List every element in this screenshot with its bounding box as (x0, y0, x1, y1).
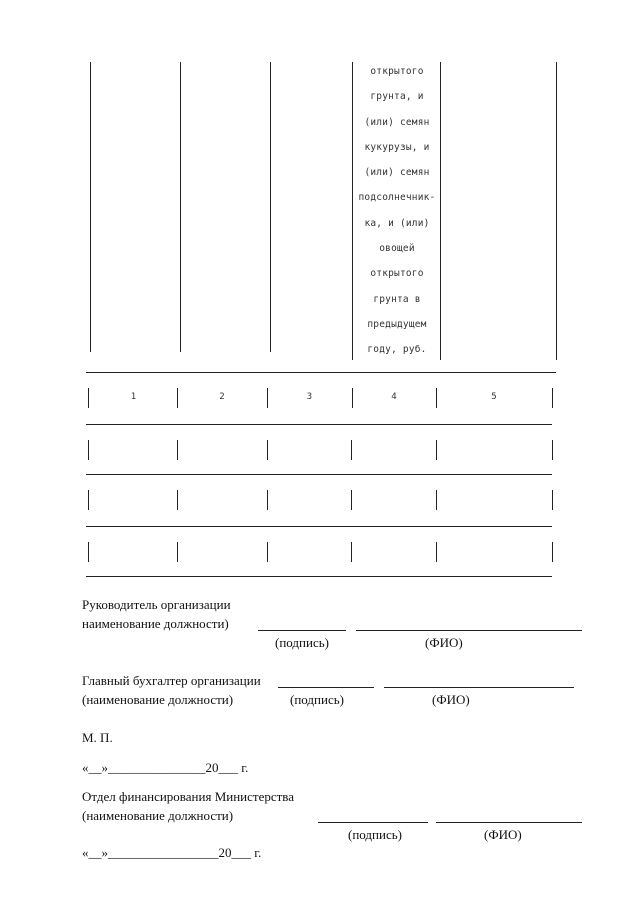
header-line: овощей (379, 243, 415, 255)
header-line: открытого (370, 66, 424, 77)
table-border-left (90, 62, 91, 352)
header-line: открытого (370, 268, 424, 280)
director-signature-line (258, 630, 346, 631)
row2-divider (436, 490, 437, 510)
row1-divider (552, 440, 553, 460)
table-divider-3 (352, 62, 353, 360)
row3-divider (177, 542, 178, 562)
row3-divider (267, 542, 268, 562)
table-bottom-rule (86, 576, 552, 577)
row1-divider (177, 440, 178, 460)
header-line: (или) семян (364, 116, 430, 128)
row2-divider (88, 490, 89, 510)
header-line: году, руб. (367, 344, 427, 356)
date-line-1: «__»_______________20___ г. (82, 760, 249, 775)
accountant-label-line2: (наименование должности) (82, 692, 234, 707)
table-divider-2 (270, 62, 271, 352)
header-col4-text (354, 62, 440, 366)
numrow-bottom-rule (86, 424, 552, 425)
column-number-5: 5 (491, 392, 497, 402)
ministry-fio-caption: (ФИО) (484, 827, 522, 842)
numrow-divider (552, 388, 553, 408)
row3-divider (436, 542, 437, 562)
column-number-1: 1 (130, 392, 137, 402)
row2-divider (177, 490, 178, 510)
accountant-fio-caption: (ФИО) (432, 692, 470, 707)
row1-divider (267, 440, 268, 460)
ministry-signature-caption: (подпись) (348, 827, 402, 842)
accountant-signature-caption: (подпись) (290, 692, 344, 707)
row3-divider (552, 542, 553, 562)
row2-divider (552, 490, 553, 510)
header-line: подсолнечник- (358, 192, 436, 204)
column-number-3: 3 (306, 392, 313, 402)
numrow-divider (88, 388, 89, 408)
director-label-line1: Руководитель организации (82, 597, 231, 612)
row1-divider (351, 440, 352, 460)
header-line: грунта, и (370, 91, 424, 103)
table-divider-1 (180, 62, 181, 352)
table-divider-4 (440, 62, 441, 360)
row1-bottom-rule (86, 474, 552, 475)
row3-divider (88, 542, 89, 562)
row2-divider (267, 490, 268, 510)
stamp-placeholder: М. П. (82, 730, 113, 745)
date-line-2: «__»_________________20___ г. (82, 845, 262, 860)
accountant-signature-line (278, 687, 374, 688)
director-fio-line (356, 630, 582, 631)
row2-bottom-rule (86, 526, 552, 527)
accountant-fio-line (384, 687, 574, 688)
director-label-line2: наименование должности) (82, 616, 229, 631)
column-number-2: 2 (219, 392, 225, 402)
header-line: (или) семян (364, 167, 430, 179)
column-number-4: 4 (391, 392, 397, 402)
ministry-label-line2: (наименование должности) (82, 808, 234, 823)
row3-divider (351, 542, 352, 562)
ministry-label-line1: Отдел финансирования Министерства (82, 789, 295, 804)
ministry-signature-line (318, 822, 428, 823)
header-line: кукурузы, и (364, 141, 430, 153)
row1-divider (436, 440, 437, 460)
director-fio-caption: (ФИО) (425, 635, 463, 650)
table-border-right (556, 62, 557, 360)
ministry-fio-line (436, 822, 582, 823)
header-bottom-rule (86, 372, 556, 373)
row2-divider (351, 490, 352, 510)
header-line: предыдущем (367, 318, 427, 330)
accountant-label-line1: Главный бухгалтер организации (82, 673, 261, 688)
director-signature-caption: (подпись) (275, 635, 329, 650)
header-line: грунта в (373, 293, 421, 305)
header-line: ка, и (или) (364, 217, 430, 229)
row1-divider (88, 440, 89, 460)
